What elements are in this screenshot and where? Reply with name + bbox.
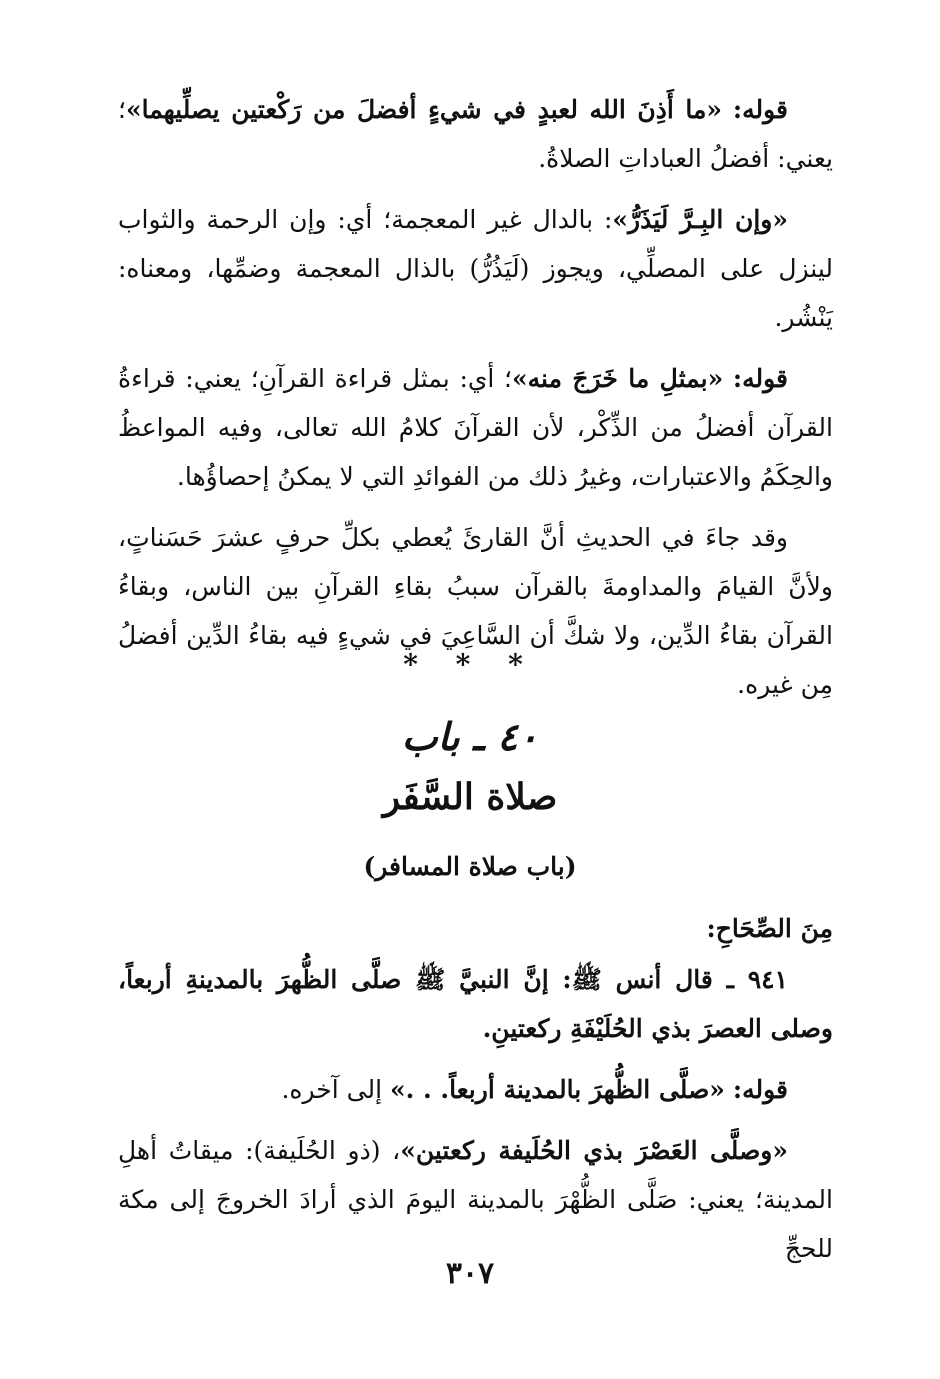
hadith-quote: «صلَّى الظُّهرَ بالمدينة أربعاً. . .» — [389, 1075, 725, 1104]
commentary-text: وقد جاءَ في الحديثِ أنَّ القارئَ يُعطي بكلِّ حرفٍ عشرَ حَسَناتٍ، ولأنَّ القيامَ والمداومةَ بالقرآن سببُ بقاءِ القرآنِ بين الناس، وبقاءُ القرآن بقاءُ الدِّين، ولا شكَّ أن السَّاعِيَ في شيءٍ فيه بقاءُ الدِّين أفضلُ مِن غيره. — [118, 523, 833, 699]
commentary-text: : بالدال غير المعجمة؛ أي: وإن الرحمة والثواب لينزل على المصلِّي، ويجوز (لَيَذُرُّ) بالذال المعجمة وضمِّها، ومعناه: يَنْشُر. — [118, 205, 833, 332]
bottom-text-section — [118, 904, 833, 1285]
commentary-paragraph-5 — [118, 1065, 833, 1114]
chapter-number: ٤٠ ـ باب — [401, 714, 539, 759]
page-number: ٣٠٧ — [445, 1256, 495, 1291]
commentary-text: ، (ذو الحُلَيفة): ميقاتُ أهلِ المدينة؛ يعني: صَلَّى الظُّهْرَ بالمدينة اليومَ الذي أرادَ الخروجَ إلى مكة للحجِّ — [118, 1136, 833, 1263]
hadith-quote: «وإن البِـرَّ لَيَذَرُّ» — [612, 205, 788, 234]
label-qawluhu: قوله: — [732, 1075, 788, 1104]
hadith-quote: «بمثلِ ما خَرَجَ منه» — [512, 364, 724, 393]
section-divider: * * * — [403, 648, 537, 681]
commentary-paragraph-3 — [118, 354, 833, 501]
label-qawluhu: قوله: — [732, 95, 788, 124]
chapter-title: صلاة السَّفَر — [382, 776, 558, 818]
commentary-text: إلى آخره. — [281, 1075, 383, 1104]
commentary-text: ؛ أي: بمثل قراءة القرآنِ؛ يعني: قراءةُ القرآن أفضلُ من الذِّكْر، لأن القرآنَ كلامُ الله تعالى، وفيه المواعظُ والحِكَمُ والاعتبارات، وغيرُ ذلك من الفوائدِ التي لا يمكنُ إحصاؤُها. — [118, 364, 833, 491]
commentary-paragraph-2 — [118, 195, 833, 342]
commentary-paragraph-6 — [118, 1126, 833, 1273]
hadith-quote: «وصلَّى العَصْرَ بذي الحُلَيفة ركعتين» — [400, 1136, 788, 1165]
commentary-paragraph-1 — [118, 85, 833, 183]
hadith-quote: «ما أَذِنَ الله لعبدٍ في شيءٍ أفضلَ من رَكْعتين يصلِّيهما» — [125, 95, 723, 124]
section-label: مِنَ الصِّحَاحِ: — [706, 914, 833, 943]
commentary-text: ؛ يعني: أفضلُ العباداتِ الصلاةُ. — [118, 95, 833, 173]
top-text-section — [118, 85, 833, 721]
label-qawluhu: قوله: — [732, 364, 789, 393]
hadith-941: ٩٤١ ـ قال أنس ﷺ: إنَّ النبيَّ ﷺ صلَّى الظُّهرَ بالمدينةِ أربعاً، وصلى العصرَ بذي الحُلَيْفَةِ ركعتينِ. — [118, 965, 833, 1043]
chapter-subtitle: (باب صلاة المسافر) — [363, 852, 577, 881]
